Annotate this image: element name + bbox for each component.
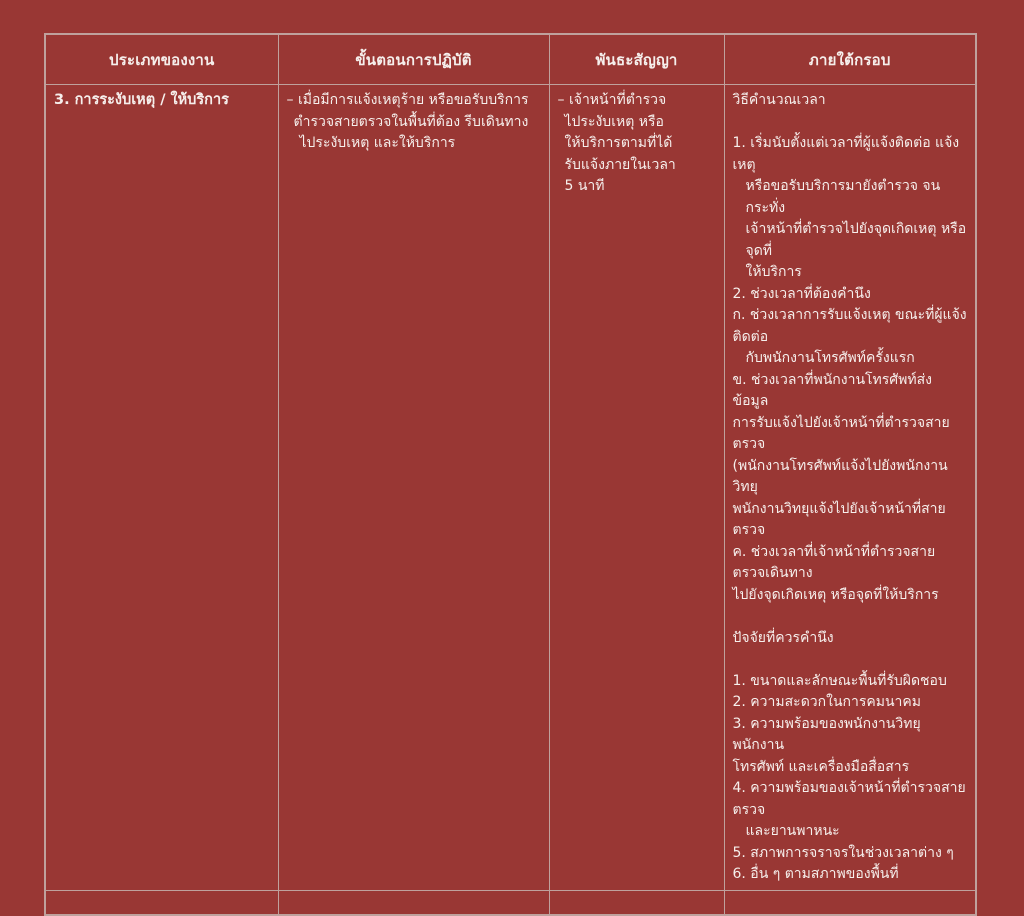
empty-table-row <box>45 890 976 915</box>
cell-framework <box>724 85 976 891</box>
text-line: 2. ความสะดวกในการคมนาคม <box>732 694 922 710</box>
column-header-framework: ภายใต้กรอบ <box>724 34 976 85</box>
text-line: 4. ความพร้อมของเจ้าหน้าที่ตำรวจสายตรวจ <box>732 780 966 818</box>
text-line: ค. ช่วงเวลาที่เจ้าหน้าที่ตำรวจสายตรวจเดินทาง <box>732 543 936 581</box>
text-line: 6. อื่น ๆ ตามสภาพของพื้นที่ <box>732 866 899 882</box>
text-line: (พนักงานโทรศัพท์แจ้งไปยังพนักงานวิทยุ <box>732 457 948 495</box>
text-line: วิธีคำนวณเวลา <box>732 92 826 108</box>
text-line: 3. ความพร้อมของพนักงานวิทยุ พนักงาน <box>732 715 948 753</box>
text-line: – เจ้าหน้าที่ตำรวจ <box>557 92 667 108</box>
text-line: ไปยังจุดเกิดเหตุ หรือจุดที่ให้บริการ <box>732 586 939 603</box>
text-line: 1. ขนาดและลักษณะพื้นที่รับผิดชอบ <box>732 672 947 689</box>
empty-cell <box>549 890 724 915</box>
text-line: 1. เริ่มนับตั้งแต่เวลาที่ผู้แจ้งติดต่อ แจ้งเหตุ <box>732 135 960 173</box>
text-line: 2. ช่วงเวลาที่ต้องคำนึง <box>732 285 871 302</box>
empty-cell <box>45 890 278 915</box>
text-line: รับแจ้งภายในเวลา <box>564 156 676 173</box>
text-line: เจ้าหน้าที่ตำรวจไปยังจุดเกิดเหตุ หรือจุดที่ <box>745 221 967 259</box>
column-header-commitment: พันธะสัญญา <box>549 34 724 85</box>
text-line: ปัจจัยที่ควรคำนึง <box>732 629 834 646</box>
text-line: กับพนักงานโทรศัพท์ครั้งแรก <box>745 350 915 366</box>
commitment-text-block <box>550 85 724 202</box>
text-line: ให้บริการตามที่ได้ <box>564 135 673 151</box>
text-line: ไประงับเหตุ หรือ <box>564 113 664 130</box>
text-line: 5. สภาพการจราจรในช่วงเวลาต่าง ๆ <box>732 844 954 861</box>
procedure-table <box>44 33 977 916</box>
text-line <box>733 649 968 671</box>
procedure-text-block <box>279 85 549 159</box>
text-line: ไประงับเหตุ และให้บริการ <box>299 135 456 151</box>
text-line: – เมื่อมีการแจ้งเหตุร้าย หรือขอรับบริการ <box>286 92 529 108</box>
cell-commitment <box>549 85 724 891</box>
framework-text-block <box>725 85 976 890</box>
work-type-label: 3. การระงับเหตุ / ให้บริการ <box>54 92 229 108</box>
cell-procedure <box>278 85 549 891</box>
text-line <box>733 112 968 134</box>
text-line: ข. ช่วงเวลาที่พนักงานโทรศัพท์ส่งข้อมูล <box>732 371 933 409</box>
cell-work-type <box>45 85 278 891</box>
text-line: การรับแจ้งไปยังเจ้าหน้าที่ตำรวจสายตรวจ <box>732 414 950 452</box>
text-line: หรือขอรับบริการมายังตำรวจ จนกระทั่ง <box>745 178 941 216</box>
column-header-work-type: ประเภทของงาน <box>45 34 278 85</box>
text-line: 5 นาที <box>564 178 605 194</box>
text-line: โทรศัพท์ และเครื่องมือสื่อสาร <box>732 758 910 775</box>
table-header-row <box>45 34 976 85</box>
empty-cell <box>278 890 549 915</box>
table-row <box>45 85 976 891</box>
text-line: พนักงานวิทยุแจ้งไปยังเจ้าหน้าที่สายตรวจ <box>732 500 946 538</box>
empty-cell <box>724 890 976 915</box>
column-header-procedure: ขั้นตอนการปฏิบัติ <box>278 34 549 85</box>
text-line: ตำรวจสายตรวจในพื้นที่ต้อง รีบเดินทาง <box>293 113 529 130</box>
text-line: ให้บริการ <box>745 264 802 280</box>
text-line: ก. ช่วงเวลาการรับแจ้งเหตุ ขณะที่ผู้แจ้งติดต่อ <box>732 307 967 345</box>
text-line <box>733 606 968 628</box>
text-line: และยานพาหนะ <box>745 823 840 839</box>
